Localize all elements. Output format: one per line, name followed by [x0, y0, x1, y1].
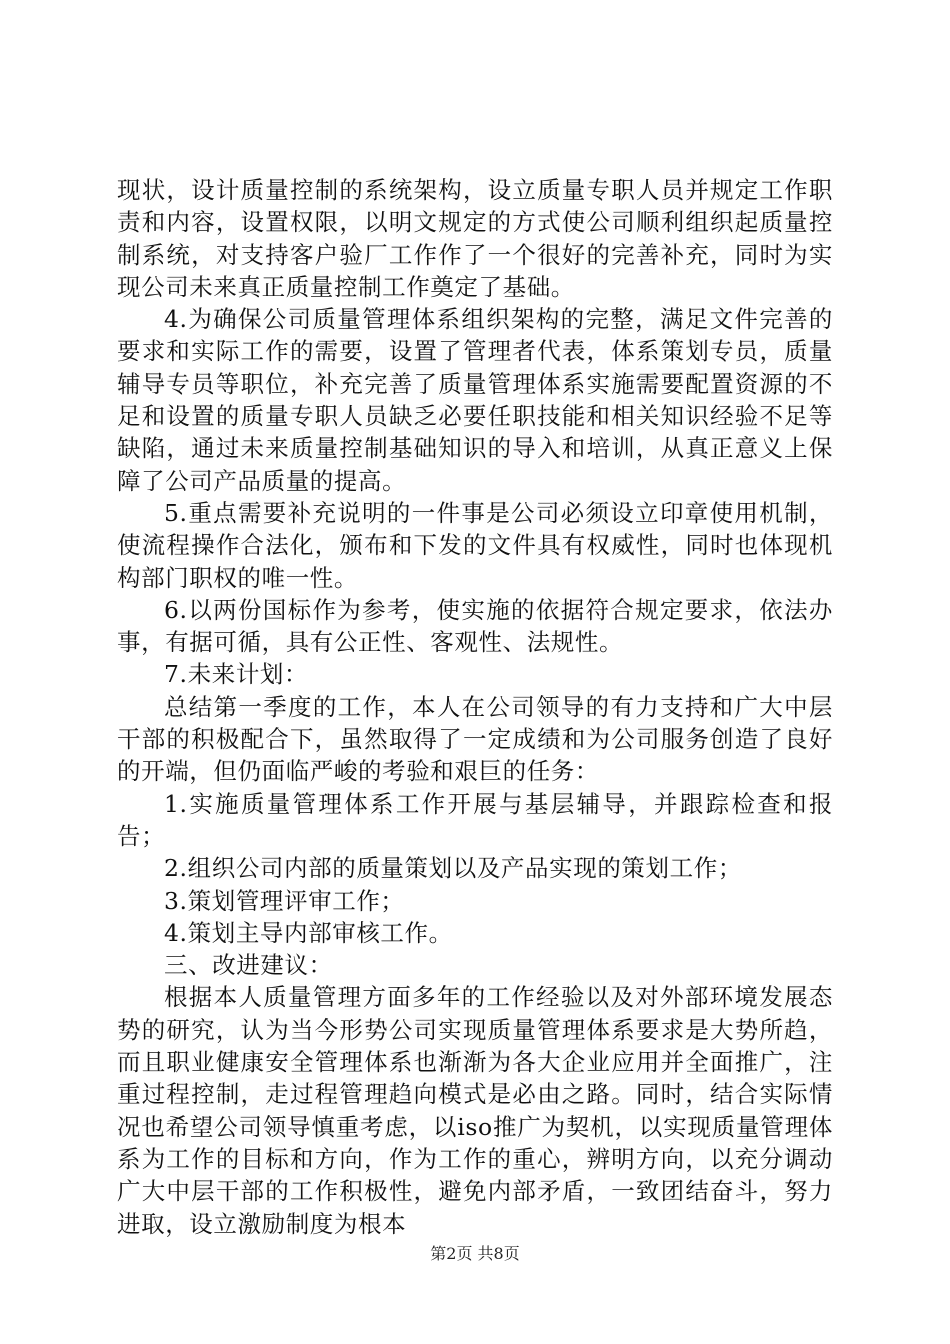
paragraph-item-6: 6.以两份国标作为参考，使实施的依据符合规定要求，依法办事，有据可循，具有公正性、客观性、法规性。 [117, 595, 833, 657]
paragraph-intro-continuation: 现状，设计质量控制的系统架构，设立质量专职人员并规定工作职责和内容，设置权限，以明文规定的方式使公司顺利组织起质量控制系统，对支持客户验厂工作作了一个很好的完善补充，同时为实现公司未来真正质量控制工作奠定了基础。 [117, 176, 833, 301]
plan-item-1: 1.实施质量管理体系工作开展与基层辅导，并跟踪检查和报告； [117, 789, 833, 850]
page-number-footer: 第2页 共8页 [430, 1244, 520, 1263]
paragraph-summary: 总结第一季度的工作，本人在公司领导的有力支持和广大中层干部的积极配合下，虽然取得了一定成绩和为公司服务创造了良好的开端，但仍面临严峻的考验和艰巨的任务： [117, 692, 833, 786]
document-body [117, 174, 833, 1240]
plan-item-4: 4.策划主导内部审核工作。 [164, 918, 453, 947]
plan-item-2: 2.组织公司内部的质量策划以及产品实现的策划工作； [164, 854, 742, 883]
section-heading-improvement: 三、改进建议： [164, 951, 333, 980]
paragraph-item-4: 4.为确保公司质量管理体系组织架构的完整，满足文件完善的要求和实际工作的需要，设置了管理者代表，体系策划专员，质量辅导专员等职位，补充完善了质量管理体系实施需要配置资源的不足和设置的质量专职人员缺乏必要任职技能和相关知识经验不足等缺陷，通过未来质量控制基础知识的导入和培训，从真正意义上保障了公司产品质量的提高。 [117, 305, 833, 495]
paragraph-item-5: 5.重点需要补充说明的一件事是公司必须设立印章使用机制，使流程操作合法化，颁布和下发的文件具有权威性，同时也体现机构部门职权的唯一性。 [117, 498, 833, 592]
paragraph-improvement-body: 根据本人质量管理方面多年的工作经验以及对外部环境发展态势的研究，认为当今形势公司实现质量管理体系要求是大势所趋，而且职业健康安全管理体系也渐渐为各大企业应用并全面推广，注重过程控制，走过程管理趋向模式是必由之路。同时，结合实际情况也希望公司领导慎重考虑，以iso推广为契机，以实现质量管理体系为工作的目标和方向，作为工作的重心，辨明方向，以充分调动广大中层干部的工作积极性，避免内部矛盾，一致团结奋斗，努力进取，设立激励制度为根本 [117, 983, 833, 1238]
paragraph-item-7-heading: 7.未来计划： [164, 660, 309, 689]
plan-item-3: 3.策划管理评审工作； [164, 886, 405, 915]
